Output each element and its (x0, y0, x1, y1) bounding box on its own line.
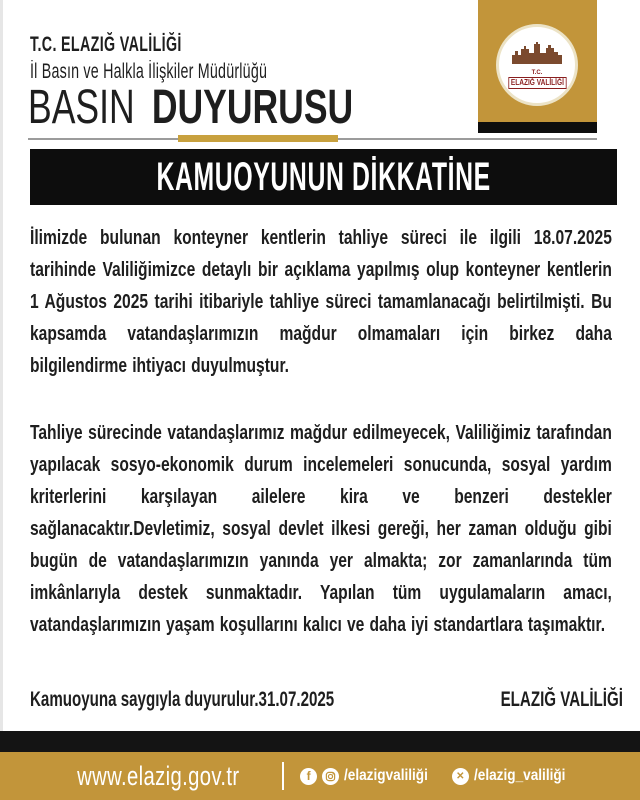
website-url[interactable] (50, 761, 267, 792)
closing-statement-text: Kamuoyuna saygıyla duyurulur.31.07.2025 (30, 688, 335, 711)
x-handle-text: /elazig_valiliği (473, 767, 566, 784)
governorship-logo (496, 24, 578, 106)
agency-title (30, 33, 253, 57)
header-divider-gold-accent (178, 135, 338, 142)
closing-statement (30, 688, 453, 712)
agency-title-text: T.C. ELAZIĞ VALİLİĞİ (30, 33, 182, 56)
castle-icon (510, 41, 564, 70)
announcement-banner (30, 149, 617, 205)
issuer-name (453, 688, 623, 712)
footer-divider (282, 762, 284, 790)
announcement-banner-title: KAMUOYUNUN DİKKATİNE (156, 154, 491, 199)
body-paragraph-1 (30, 222, 612, 382)
logo-name-label: ELAZIĞ VALİLİĞİ (508, 77, 566, 89)
press-release-title-regular: BASIN (28, 81, 135, 134)
x-handle[interactable] (474, 767, 582, 785)
website-url-text: www.elazig.gov.tr (76, 760, 240, 791)
body-paragraph-2 (30, 417, 612, 641)
governorship-logo-block (478, 0, 597, 122)
press-release-title-bold: DUYURUSU (151, 81, 354, 134)
body-paragraph-2-text: Tahliye sürecinde vatandaşlarımız mağdur edilmeyecek, Valiliğimiz tarafından yapılacak sosyo-ekonomik durum incelemeleri sonucunda, sosyal yardım kriterlerini karşılayan ailelere kira ve benzeri destekler sağlanacaktır.Devletimiz, sosyal devlet ilkesi gereği, her zaman olduğu gibi bugün de vatandaşlarımızın yanında yer almakta; zor zamanlarında tüm imkânlarıyla destek sunmaktadır. Yapılan tüm uygulamaların amacı, vatandaşlarımızın yaşam koşullarını kalıcı ve daha iyi standartlara taşımaktır. (30, 422, 612, 636)
signoff-row (30, 688, 623, 712)
department-subtitle-text: İl Basın ve Halkla İlişkiler Müdürlüğü (30, 60, 268, 83)
x-icon[interactable]: ✕ (452, 768, 469, 785)
facebook-instagram-handle[interactable] (344, 767, 443, 785)
social-links (300, 767, 590, 785)
facebook-icon[interactable]: f (300, 768, 317, 785)
body-paragraph-1-text: İlimizde bulunan konteyner kentlerin tahliye süreci ile ilgili 18.07.2025 tarihinde Valiliğimizce detaylı bir açıklama yapılmış olup konteyner kentlerin 1 Ağustos 2025 tarihi itibariyle tahliye süreci tamamlanacağı belirtilmişti. Bu kapsamda vatandaşlarımızın mağdur olmamaları için birkez daha bilgilendirme ihtiyacı duyulmuştur. (30, 227, 612, 377)
facebook-instagram-handle-text: /elazigvaliliği (344, 767, 429, 784)
issuer-name-text: ELAZIĞ VALİLİĞİ (500, 688, 623, 711)
logo-tc-label: T.C. (531, 70, 543, 76)
instagram-icon[interactable] (322, 768, 339, 785)
footer-black-strip (0, 731, 640, 752)
page-left-edge (0, 0, 3, 731)
logo-black-bar (478, 122, 597, 133)
footer-bar (0, 752, 640, 800)
press-release-title (28, 81, 467, 134)
